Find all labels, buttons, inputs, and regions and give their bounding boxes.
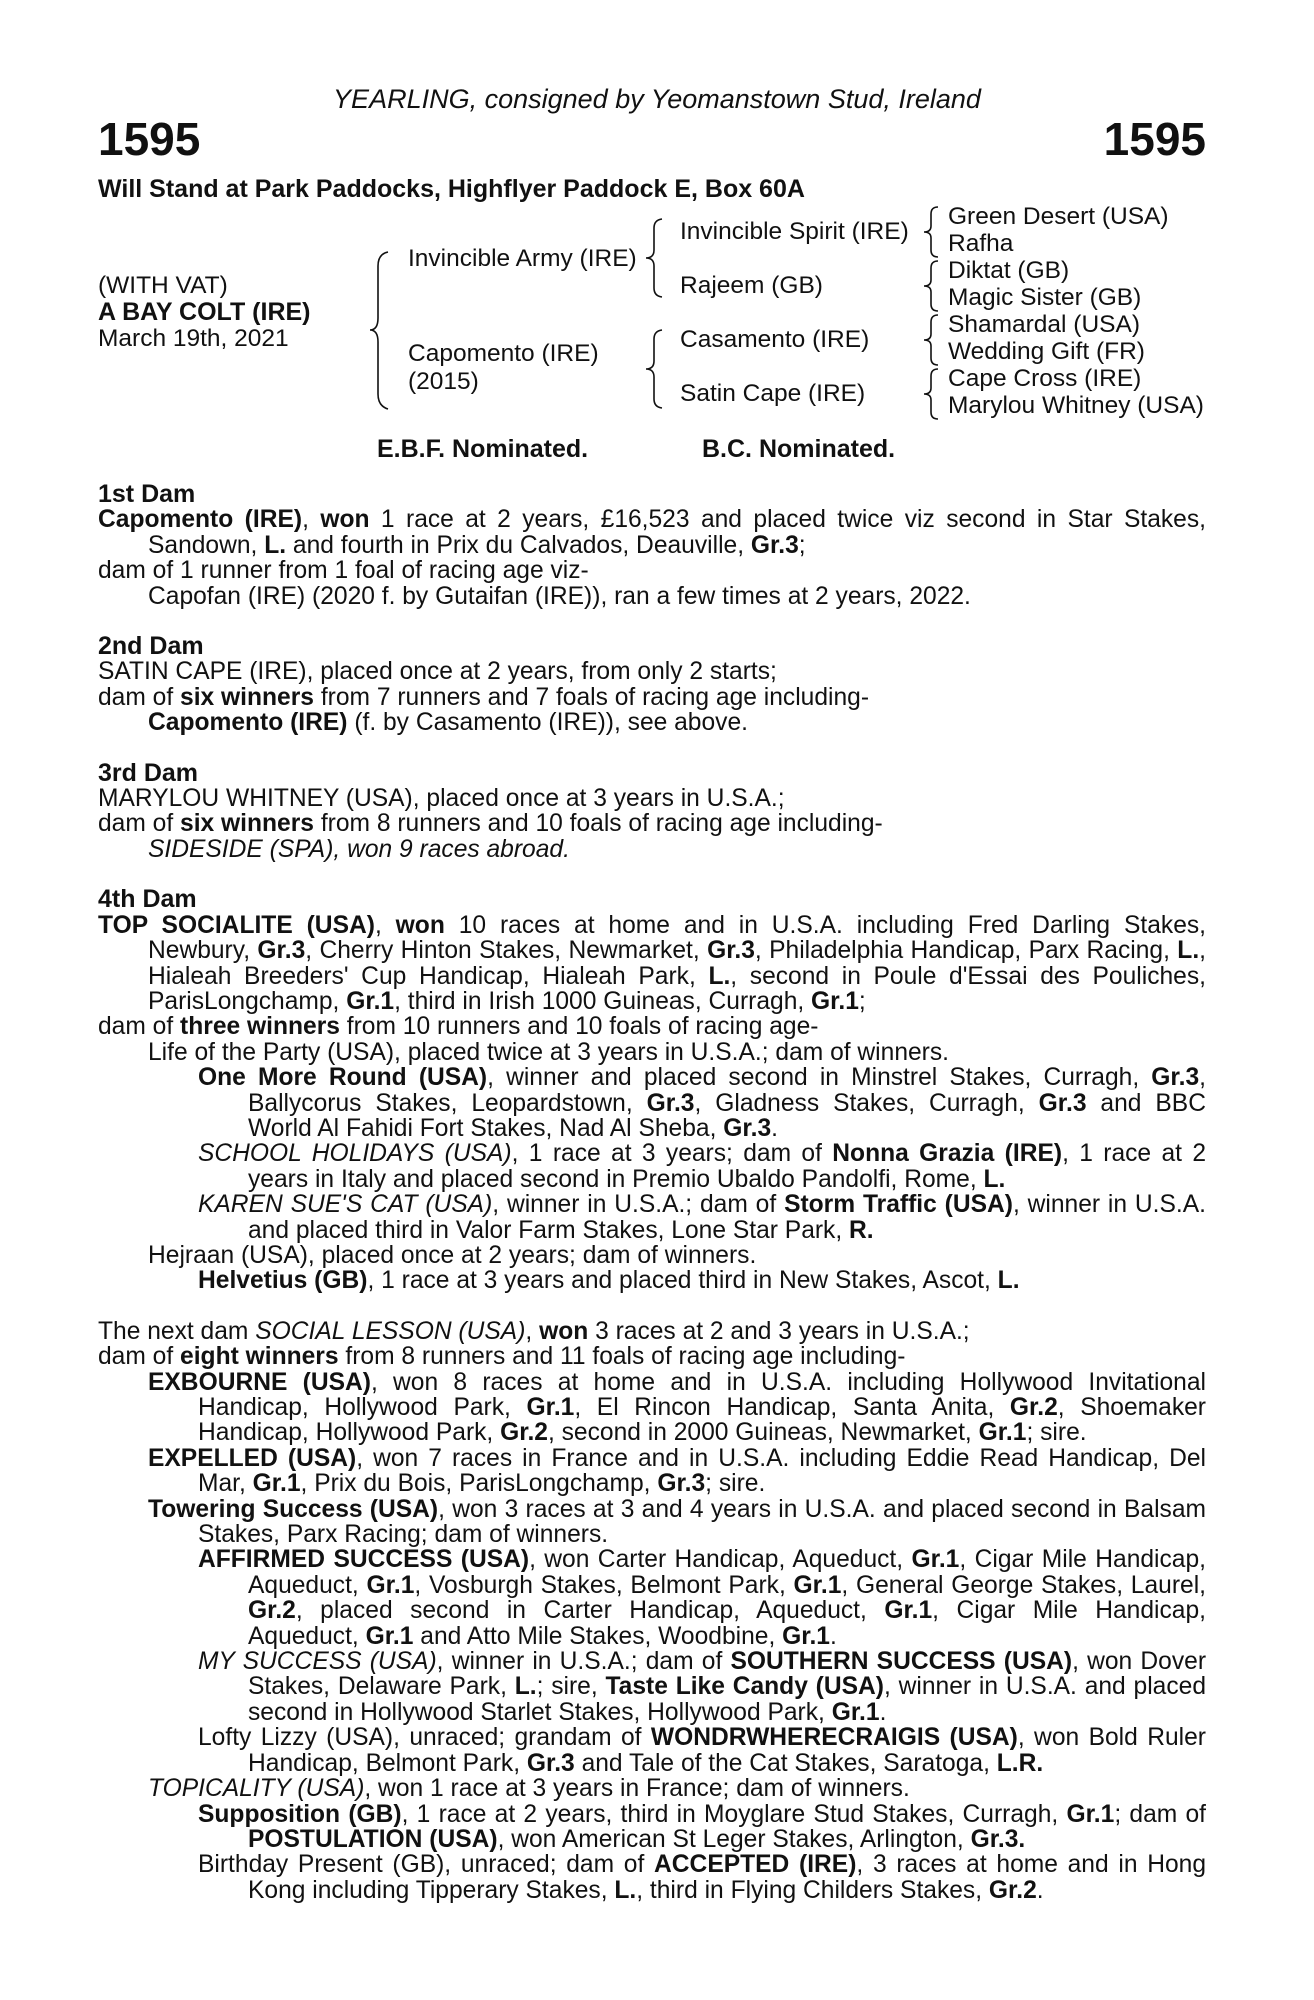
text-run: dam of — [98, 810, 181, 838]
text-run: Gr.1 — [782, 1622, 830, 1650]
text-run: six winners — [180, 683, 314, 711]
text-run: ; sire. — [1026, 1419, 1087, 1447]
ebf-nomination: E.B.F. Nominated. — [377, 435, 589, 463]
text-run: KAREN SUE'S CAT (USA) — [198, 1191, 493, 1219]
text-run: , 1 race at 3 years and placed third in New Stakes, Ascot, — [367, 1267, 998, 1295]
text-run: , Cigar Mile Handicap, Aqueduct, — [248, 1597, 1206, 1650]
text-run: WONDRWHERECRAIGIS (USA) — [650, 1724, 1018, 1752]
second-dam-foal — [98, 710, 1206, 735]
text-run: , Vosburgh Stakes, Belmont Park, — [414, 1571, 794, 1599]
text-run: , third in Flying Childers Stakes, — [636, 1876, 989, 1904]
text-run: ; dam of — [1114, 1800, 1206, 1828]
text-run: , winner and placed second in Minstrel Stakes, Curragh, — [487, 1064, 1152, 1092]
fourth-dam-grandfoal-3 — [98, 1192, 1206, 1243]
brace-g2 — [922, 258, 944, 314]
text-run: , winner in U.S.A. and placed third in Valor Farm Stakes, Lone Star Park, — [248, 1191, 1206, 1244]
text-run: , Cherry Hinton Stakes, Newmarket, — [305, 937, 708, 965]
text-run: , won 7 races in France and in U.S.A. including Eddie Read Handicap, Del Mar, — [198, 1444, 1206, 1498]
text-run: Supposition (GB) — [198, 1800, 402, 1828]
text-run: from 8 runners and 10 foals of racing age including- — [314, 810, 883, 838]
text-run: TOPICALITY (USA) — [148, 1775, 365, 1803]
text-run: 1 race at 2 years, £16,523 and placed twice viz second in Star Stakes, Sandown, — [148, 506, 1206, 559]
text-run: 3 races at 2 and 3 years in U.S.A.; — [588, 1317, 970, 1345]
text-run: Gr.1 — [1066, 1800, 1115, 1828]
text-run: , Prix du Bois, ParisLongchamp, — [300, 1470, 658, 1498]
text-run: , winner in U.S.A.; dam of — [436, 1648, 731, 1676]
text-run: Gr.3 — [526, 1749, 575, 1777]
gen3-6: Wedding Gift (FR) — [948, 338, 1145, 365]
text-run: , won 3 races at 3 and 4 years in U.S.A. and placed second in Balsam Stakes, Parx Racing; dam of winners. — [198, 1495, 1206, 1549]
text-run: R. — [849, 1216, 874, 1244]
second-dam-produce-line — [98, 685, 1206, 710]
text-run: Gr.2 — [988, 1876, 1037, 1904]
text-run: . — [829, 1622, 837, 1650]
fourth-dam-grandfoal-1 — [98, 1065, 1206, 1141]
text-run: , 1 race at 3 years; dam of — [511, 1140, 833, 1168]
text-run: POSTULATION (USA) — [248, 1825, 498, 1853]
text-run: dam of — [98, 683, 181, 711]
next-dam-grandfoal-3 — [98, 1725, 1206, 1776]
text-run: three winners — [180, 1013, 340, 1041]
text-run: , second in Poule d'Essai des Pouliches, ParisLongchamp, — [148, 962, 1206, 1015]
text-run: . — [1036, 1876, 1044, 1904]
third-dam-record: MARYLOU WHITNEY (USA), placed once at 3 years in U.S.A.; — [98, 785, 785, 813]
text-run: , Ballycorus Stakes, Leopardstown, — [248, 1064, 1206, 1117]
text-run: , won 8 races at home and in U.S.A. including Hollywood Invitational Handicap, Hollywood Park, — [198, 1368, 1206, 1421]
text-run: , won 1 race at 3 years in France; dam of winners. — [364, 1775, 910, 1803]
text-run: L. — [614, 1876, 637, 1904]
vat-note: (WITH VAT) — [98, 272, 228, 299]
text-run: Gr.1 — [884, 1597, 933, 1625]
text-run: , — [374, 911, 396, 939]
fourth-dam-grandfoal-4 — [98, 1268, 1206, 1293]
third-dam-produce-line — [98, 811, 1206, 836]
text-run: , El Rincon Handicap, Santa Anita, — [574, 1394, 1010, 1421]
text-run: Gr.3 — [657, 1470, 706, 1498]
text-run: Gr.1 — [346, 987, 395, 1015]
text-run: SCHOOL HOLIDAYS (USA) — [198, 1140, 512, 1168]
text-run: Gr.2 — [500, 1419, 548, 1447]
third-dam-heading: 3rd Dam — [98, 758, 199, 787]
gen3-2: Rafha — [948, 230, 1014, 257]
text-run: , placed second in Carter Handicap, Aqueduct, — [295, 1597, 885, 1625]
text-run: Towering Success (USA) — [148, 1495, 439, 1523]
text-run: , Gladness Stakes, Curragh, — [694, 1089, 1039, 1117]
bc-nomination: B.C. Nominated. — [702, 435, 896, 463]
brace-g3 — [922, 312, 944, 368]
text-run: Gr.3 — [707, 937, 755, 965]
text-run: , 3 races at home and in Hong Kong including Tipperary Stakes, — [248, 1851, 1206, 1904]
text-run: , Shoemaker Handicap, Hollywood Park, — [198, 1394, 1206, 1447]
consignment-line: YEARLING, consigned by Yeomanstown Stud, Ireland — [333, 84, 981, 114]
foaling-date: March 19th, 2021 — [98, 325, 289, 352]
brace-g4 — [922, 366, 944, 422]
text-run: ; — [798, 531, 806, 559]
text-run: TOP SOCIALITE (USA) — [98, 911, 375, 939]
text-run: , won Dover Stakes, Delaware Park, — [248, 1648, 1207, 1701]
text-run: Nonna Grazia (IRE) — [832, 1140, 1063, 1168]
first-dam-foal: Capofan (IRE) (2020 f. by Gutaifan (IRE)), ran a few times at 2 years, 2022. — [148, 582, 971, 610]
text-run: Gr.1 — [793, 1571, 842, 1599]
sire-sire-name: Invincible Spirit (IRE) — [680, 218, 909, 245]
text-run: and BBC World Al Fahidi Fort Stakes, Nad Al Sheba, — [248, 1089, 1206, 1142]
text-run: Gr.1 — [366, 1571, 415, 1599]
dam-dam-name: Satin Cape (IRE) — [680, 380, 866, 407]
text-run: Gr.3 — [1151, 1064, 1200, 1092]
gen3-8: Marylou Whitney (USA) — [948, 392, 1204, 419]
catalogue-body — [98, 482, 1206, 1903]
text-run: , — [302, 506, 321, 534]
text-run: L. — [514, 1673, 537, 1701]
text-run: , Hialeah Breeders' Cup Handicap, Hialeah Park, — [148, 937, 1206, 990]
text-run: , third in Irish 1000 Guineas, Curragh, — [394, 987, 812, 1015]
gen3-5: Shamardal (USA) — [948, 311, 1140, 338]
dam-sire-name: Casamento (IRE) — [680, 326, 870, 353]
text-run: The next dam — [98, 1317, 256, 1345]
text-run: , second in 2000 Guineas, Newmarket, — [547, 1419, 979, 1447]
text-run: EXBOURNE (USA) — [148, 1368, 371, 1396]
text-run: and fourth in Prix du Calvados, Deauville, — [286, 531, 751, 559]
next-dam-record — [98, 1319, 1206, 1344]
fourth-dam-produce-line — [98, 1014, 1206, 1039]
text-run: . — [879, 1698, 887, 1726]
text-run: and Atto Mile Stakes, Woodbine, — [413, 1622, 783, 1650]
next-dam-foal-3 — [98, 1497, 1206, 1548]
text-run: , Philadelphia Handicap, Parx Racing, — [754, 937, 1178, 965]
next-dam-grandfoal-1 — [98, 1547, 1206, 1649]
text-run: , — [525, 1317, 540, 1345]
text-run: (f. by Casamento (IRE)), see above. — [347, 709, 748, 737]
text-run: , won Carter Handicap, Aqueduct, — [529, 1546, 912, 1574]
text-run: Gr.1 — [831, 1698, 880, 1726]
text-run: ; sire. — [705, 1470, 766, 1498]
text-run: Gr.1 — [911, 1546, 960, 1574]
text-run: L. — [983, 1165, 1006, 1193]
text-run: Gr.1 — [811, 987, 859, 1015]
next-dam-produce-line — [98, 1344, 1206, 1369]
text-run: , won American St Leger Stakes, Arlington, — [497, 1825, 971, 1853]
text-run: dam of — [98, 1343, 181, 1371]
next-dam-foal-4 — [98, 1776, 1206, 1801]
text-run: SOUTHERN SUCCESS (USA) — [730, 1648, 1073, 1676]
text-run: , Cigar Mile Handicap, Aqueduct, — [248, 1546, 1206, 1599]
text-run: , 1 race at 2 years in Italy and placed second in Premio Ubaldo Pandolfi, Rome, — [248, 1140, 1206, 1193]
text-run: Gr.1 — [526, 1394, 575, 1421]
next-dam-grandfoal-5 — [98, 1852, 1206, 1903]
next-dam-grandfoal-2 — [98, 1649, 1206, 1725]
text-run: six winners — [180, 810, 314, 838]
second-dam-record: SATIN CAPE (IRE), placed once at 2 years, from only 2 starts; — [98, 658, 777, 686]
dam-name: Capomento (IRE) — [408, 340, 599, 367]
horse-name: A BAY COLT (IRE) — [98, 298, 311, 326]
text-run: SOCIAL LESSON (USA) — [255, 1317, 526, 1345]
text-run: Gr.3 — [1038, 1089, 1087, 1117]
text-run: L. — [1177, 937, 1200, 965]
sire-dam-name: Rajeem (GB) — [680, 272, 823, 299]
first-dam-produce-line: dam of 1 runner from 1 foal of racing age viz- — [98, 557, 589, 585]
first-dam-heading: 1st Dam — [98, 480, 196, 508]
text-run: Gr.1 — [252, 1470, 301, 1498]
text-run: One More Round (USA) — [198, 1064, 488, 1092]
text-run: AFFIRMED SUCCESS (USA) — [198, 1546, 530, 1574]
text-run: EXPELLED (USA) — [148, 1444, 357, 1472]
text-run: Capomento (IRE) — [148, 709, 348, 737]
text-run: ; — [858, 987, 866, 1015]
brace-dam — [644, 327, 668, 411]
text-run: from 7 runners and 7 foals of racing age including- — [314, 683, 870, 711]
gen3-7: Cape Cross (IRE) — [948, 365, 1142, 392]
text-run: Storm Traffic (USA) — [784, 1191, 1013, 1219]
brace-sire — [644, 216, 668, 300]
next-dam-foal-1 — [98, 1370, 1206, 1446]
text-run: Gr.3 — [646, 1089, 695, 1117]
text-run: L. — [997, 1267, 1020, 1295]
text-run: Gr.2 — [248, 1597, 296, 1625]
text-run: , winner in U.S.A.; dam of — [492, 1191, 785, 1219]
first-dam-record — [98, 507, 1206, 558]
text-run: and Tale of the Cat Stakes, Saratoga, — [574, 1749, 997, 1777]
fourth-dam-foal-2: Hejraan (USA), placed once at 2 years; dam of winners. — [148, 1241, 757, 1269]
text-run: won — [320, 506, 370, 534]
fourth-dam-foal-1: Life of the Party (USA), placed twice at 3 years in U.S.A.; dam of winners. — [148, 1038, 950, 1066]
next-dam-grandfoal-4 — [98, 1802, 1206, 1853]
gen3-4: Magic Sister (GB) — [948, 284, 1142, 311]
gen3-3: Diktat (GB) — [948, 257, 1070, 284]
next-dam-foal-2 — [98, 1446, 1206, 1497]
text-run: won — [539, 1317, 589, 1345]
fourth-dam-heading: 4th Dam — [98, 885, 197, 914]
text-run: from 8 runners and 11 foals of racing age including- — [338, 1343, 906, 1371]
text-run: MY SUCCESS (USA) — [198, 1648, 437, 1676]
lot-number-left: 1595 — [98, 113, 201, 165]
text-run: from 10 runners and 10 foals of racing age- — [339, 1013, 819, 1041]
text-run: eight winners — [180, 1343, 339, 1371]
text-run: , winner in U.S.A. and placed second in Hollywood Starlet Stakes, Hollywood Park, — [248, 1673, 1206, 1726]
brace-g1 — [922, 204, 944, 260]
dam-name-bold: Capomento (IRE) — [98, 506, 303, 534]
text-run: Taste Like Candy (USA) — [605, 1673, 884, 1701]
text-run: Lofty Lizzy (USA), unraced; grandam of — [198, 1724, 651, 1752]
dam-year: (2015) — [408, 368, 479, 395]
second-dam-heading: 2nd Dam — [98, 632, 204, 661]
text-run: L.R. — [996, 1749, 1044, 1777]
stand-location: Will Stand at Park Paddocks, Highflyer Paddock E, Box 60A — [98, 175, 805, 203]
text-run: L. — [708, 962, 731, 990]
sire-name: Invincible Army (IRE) — [408, 245, 637, 272]
third-dam-foal: SIDESIDE (SPA), won 9 races abroad. — [148, 835, 570, 863]
text-run: , 1 race at 2 years, third in Moyglare Stud Stakes, Curragh, — [401, 1800, 1067, 1828]
text-run: L. — [264, 531, 287, 559]
text-run: Gr.3 — [723, 1114, 772, 1142]
text-run: Gr.2 — [1009, 1394, 1058, 1421]
fourth-dam-grandfoal-2 — [98, 1141, 1206, 1192]
text-run: . — [771, 1114, 778, 1142]
text-run: 10 races at home and in U.S.A. including Fred Darling Stakes, Newbury, — [148, 911, 1207, 965]
text-run: Gr.3 — [750, 531, 799, 559]
text-run: , General George Stakes, Laurel, — [841, 1571, 1206, 1599]
text-run: won — [395, 911, 445, 939]
text-run: Gr.3 — [257, 937, 306, 965]
text-run: , won Bold Ruler Handicap, Belmont Park, — [248, 1724, 1206, 1777]
gen3-1: Green Desert (USA) — [948, 203, 1169, 230]
text-run: Gr.1 — [978, 1419, 1027, 1447]
text-run: Birthday Present (GB), unraced; dam of — [198, 1851, 655, 1879]
fourth-dam-record — [98, 913, 1206, 1015]
text-run: ; sire, — [536, 1673, 606, 1701]
lot-number-right: 1595 — [1103, 113, 1206, 165]
brace-gen1 — [368, 248, 394, 413]
text-run: Gr.3. — [970, 1825, 1026, 1853]
text-run: Gr.1 — [365, 1622, 414, 1650]
text-run: Helvetius (GB) — [198, 1267, 368, 1295]
text-run: ACCEPTED (IRE) — [654, 1851, 857, 1879]
text-run: dam of — [98, 1013, 181, 1041]
